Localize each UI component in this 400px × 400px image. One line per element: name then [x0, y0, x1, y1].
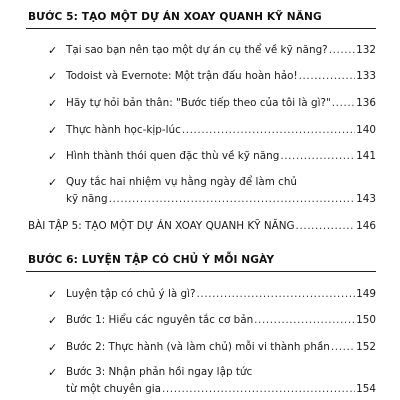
toc-entry[interactable]	[48, 70, 376, 83]
toc-entry[interactable]	[48, 124, 376, 137]
leader-dots	[280, 150, 355, 163]
toc-entry-text: Thực hành học-kịp-lúc	[66, 124, 181, 136]
leader-dots	[162, 383, 355, 396]
toc-entry-text-line1: Bước 3: Nhận phản hồi ngay lập tức	[66, 366, 253, 378]
toc-entry[interactable]	[48, 150, 376, 163]
toc-entry-text: Tại sao bạn nên tạo một dự án cụ thể về kỹ năng?	[66, 44, 328, 56]
toc-entry[interactable]	[48, 288, 376, 301]
leader-dots	[296, 220, 356, 233]
toc-entry[interactable]	[48, 44, 376, 57]
toc-entry-text: Bước 2: Thực hành (và làm chủ) mỗi vi thành phần	[66, 341, 330, 353]
checkmark-icon: ✓	[48, 124, 58, 137]
section-rule-step-5	[26, 28, 376, 29]
toc-entry-text-line1: Quy tắc hai nhiệm vụ hằng ngày để làm chủ	[66, 176, 298, 188]
checkmark-icon: ✓	[48, 341, 58, 354]
section-title-step-6: BƯỚC 6: LUYỆN TẬP CÓ CHỦ Ý MỖI NGÀY	[28, 254, 275, 266]
toc-entry-text-line2: kỹ năng	[66, 193, 108, 205]
toc-entry-page: 149	[356, 288, 376, 300]
toc-entry-page: 150	[356, 314, 376, 326]
toc-entry-page: 141	[356, 150, 376, 162]
checkmark-icon: ✓	[48, 176, 58, 189]
leader-dots	[332, 97, 355, 110]
toc-entry-text: Bước 1: Hiểu các nguyên tắc cơ bản	[66, 314, 254, 326]
checkmark-icon: ✓	[48, 44, 58, 57]
toc-entry-text-line2: từ một chuyên gia	[66, 383, 161, 395]
leader-dots	[299, 70, 356, 83]
leader-dots	[197, 288, 356, 301]
toc-exercise-page: 146	[356, 220, 376, 232]
checkmark-icon: ✓	[48, 314, 58, 327]
toc-entry-page: 154	[356, 383, 376, 395]
toc-entry-page: 140	[356, 124, 376, 136]
section-title-step-5: BƯỚC 5: TẠO MỘT DỰ ÁN XOAY QUANH KỸ NĂNG	[28, 11, 322, 23]
toc-entry-page: 143	[356, 193, 376, 205]
checkmark-icon: ✓	[48, 366, 58, 379]
toc-entry[interactable]	[48, 366, 376, 396]
toc-entry[interactable]	[48, 314, 376, 327]
toc-entry-page: 152	[356, 341, 376, 353]
toc-entry-page: 132	[356, 44, 376, 56]
toc-entry-text: Todoist và Evernote: Một trận đấu hoàn hảo!	[66, 70, 298, 82]
checkmark-icon: ✓	[48, 150, 58, 163]
checkmark-icon: ✓	[48, 97, 58, 110]
toc-entry-text: Luyện tập có chủ ý là gì?	[66, 288, 196, 300]
toc-entry-text: Hãy tự hỏi bản thân: "Bước tiếp theo của tôi là gì?"	[66, 97, 331, 109]
toc-entry[interactable]	[48, 176, 376, 206]
leader-dots	[331, 341, 355, 354]
toc-exercise-text: BÀI TẬP 5: TẠO MỘT DỰ ÁN XOAY QUANH KỸ NĂNG	[28, 220, 295, 232]
toc-entry[interactable]	[48, 341, 376, 354]
leader-dots	[109, 193, 356, 206]
toc-exercise-entry[interactable]	[28, 220, 376, 233]
toc-entry-page: 136	[356, 97, 376, 109]
toc-entry-text: Hình thành thói quen đặc thù về kỹ năng	[66, 150, 280, 162]
toc-entry-page: 133	[356, 70, 376, 82]
section-rule-step-6	[26, 271, 376, 272]
leader-dots	[182, 124, 355, 137]
toc-entry[interactable]	[48, 97, 376, 110]
checkmark-icon: ✓	[48, 288, 58, 301]
leader-dots	[329, 44, 355, 57]
leader-dots	[254, 314, 355, 327]
checkmark-icon: ✓	[48, 70, 58, 83]
